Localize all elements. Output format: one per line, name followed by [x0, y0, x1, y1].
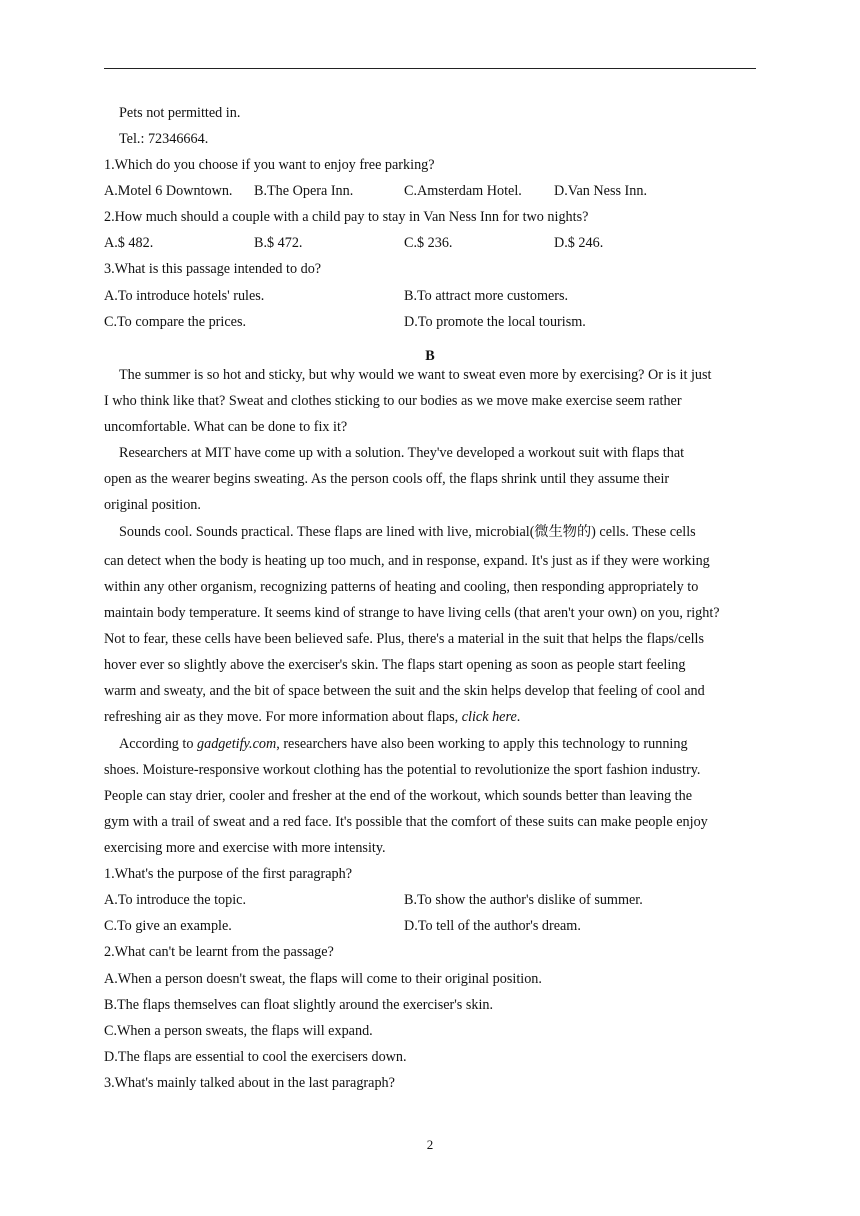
option-a3-a: A.To introduce hotels' rules. — [104, 288, 265, 304]
question-a1: 1.Which do you choose if you want to enjoy free parking? — [104, 157, 435, 173]
paragraph-3-line: hover ever so slightly above the exerciser's skin. The flaps start opening as soon as people start feeling — [104, 657, 686, 673]
option-a2-b: B.$ 472. — [254, 235, 303, 251]
paragraph-4-line: exercising more and exercise with more intensity. — [104, 840, 386, 856]
question-b1: 1.What's the purpose of the first paragraph? — [104, 866, 352, 882]
option-b1-b: B.To show the author's dislike of summer. — [404, 892, 643, 908]
paragraph-2-line: open as the wearer begins sweating. As the person cools off, the flaps shrink until they assume their — [104, 471, 670, 487]
option-b2-a: A.When a person doesn't sweat, the flaps will come to their original position. — [104, 971, 542, 987]
option-b2-c: C.When a person sweats, the flaps will expand. — [104, 1023, 373, 1039]
option-a2-c: C.$ 236. — [404, 235, 453, 251]
section-heading-b: B — [425, 348, 435, 364]
option-b1-d: D.To tell of the author's dream. — [404, 918, 581, 934]
pets-note: Pets not permitted in. — [119, 105, 241, 121]
paragraph-4-line: People can stay drier, cooler and fresher at the end of the workout, which sounds better than leaving the — [104, 788, 693, 804]
paragraph-3-line: warm and sweaty, and the bit of space between the suit and the skin helps develop that feeling of cool and — [104, 683, 705, 699]
paragraph-4-line-first: According to gadgetify.com, researchers have also been working to apply this technology to running — [119, 736, 688, 752]
paragraph-2-line: Researchers at MIT have come up with a solution. They've developed a workout suit with flaps that — [119, 445, 685, 461]
option-a3-b: B.To attract more customers. — [404, 288, 569, 304]
option-b1-a: A.To introduce the topic. — [104, 892, 247, 908]
option-a1-a: A.Motel 6 Downtown. — [104, 183, 233, 199]
header-rule — [104, 68, 756, 69]
source-site: gadgetify.com — [197, 736, 277, 752]
option-b2-b: B.The flaps themselves can float slightly around the exerciser's skin. — [104, 997, 494, 1013]
paragraph-3-line-last: refreshing air as they move. For more information about flaps, click here. — [104, 709, 521, 725]
click-here-link[interactable]: click here — [461, 709, 517, 725]
option-a2-d: D.$ 246. — [554, 235, 604, 251]
paragraph-2-line: original position. — [104, 497, 201, 513]
option-a2-a: A.$ 482. — [104, 235, 154, 251]
paragraph-3-line: maintain body temperature. It seems kind of strange to have living cells (that aren't your own) on you, right? — [104, 605, 720, 621]
option-a1-d: D.Van Ness Inn. — [554, 183, 647, 199]
paragraph-1-line: I who think like that? Sweat and clothes sticking to our bodies as we move make exercise seem rather — [104, 393, 682, 409]
paragraph-3-line: Not to fear, these cells have been believed safe. Plus, there's a material in the suit that helps the flaps/cells — [104, 631, 705, 647]
question-b3: 3.What's mainly talked about in the last paragraph? — [104, 1075, 395, 1091]
option-a1-c: C.Amsterdam Hotel. — [404, 183, 522, 199]
question-a3: 3.What is this passage intended to do? — [104, 261, 322, 277]
option-a3-d: D.To promote the local tourism. — [404, 314, 586, 330]
question-a2: 2.How much should a couple with a child pay to stay in Van Ness Inn for two nights? — [104, 209, 589, 225]
paragraph-4-line: shoes. Moisture-responsive workout clothing has the potential to revolutionize the sport fashion industry. — [104, 762, 701, 778]
question-b2: 2.What can't be learnt from the passage? — [104, 944, 334, 960]
option-a3-c: C.To compare the prices. — [104, 314, 247, 330]
telephone-note: Tel.: 72346664. — [119, 131, 209, 147]
paragraph-1-line: The summer is so hot and sticky, but why would we want to sweat even more by exercising? Or is it just — [119, 367, 712, 383]
paragraph-3-line: Sounds cool. Sounds practical. These flaps are lined with live, microbial(微生物的) cells. These cells — [119, 524, 696, 540]
paragraph-1-line: uncomfortable. What can be done to fix it? — [104, 419, 348, 435]
paragraph-3-line: can detect when the body is heating up too much, and in response, expand. It's just as if they were working — [104, 553, 710, 569]
paragraph-3-line: within any other organism, recognizing patterns of heating and cooling, then responding appropriately to — [104, 579, 699, 595]
page-number: 2 — [426, 1137, 434, 1152]
option-b2-d: D.The flaps are essential to cool the exercisers down. — [104, 1049, 407, 1065]
paragraph-4-line: gym with a trail of sweat and a red face. It's possible that the comfort of these suits can make people enjoy — [104, 814, 708, 830]
option-a1-b: B.The Opera Inn. — [254, 183, 354, 199]
option-b1-c: C.To give an example. — [104, 918, 232, 934]
